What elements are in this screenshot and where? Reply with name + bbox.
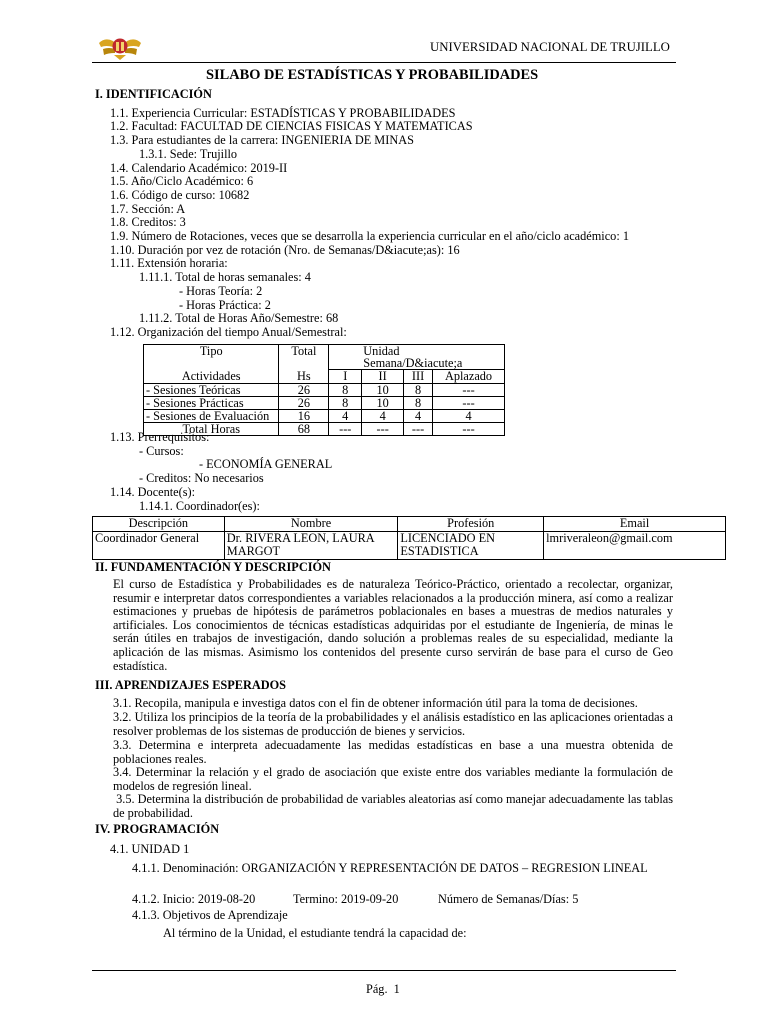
table-cell: 26 [279,396,329,409]
item-cursos: - Cursos: [139,444,184,458]
table-cell: 10 [362,383,404,396]
header-aplazado: Aplazado [433,370,505,383]
unidad-denominacion: 4.1.1. Denominación: ORGANIZACIÓN Y REPRESENTACIÓN DE DATOS – REGRESION LINEAL [132,861,648,875]
table-row [144,396,505,409]
aprendizaje-3-2: 3.2. Utiliza los principios de la teoría de la probabilidades y el análisis estadístico en las aplicaciones orientadas a resolver problemas de los sistemas de producción de bienes y servicios. [113,710,673,738]
organizacion-tiempo-table [143,344,505,436]
table-cell: 26 [279,383,329,396]
item-1-14-1: 1.14.1. Coordinador(es): [139,499,260,513]
item-1-11: 1.11. Extensión horaria: [110,256,228,270]
unidad-1: 4.1. UNIDAD 1 [110,842,190,856]
table-cell: - Sesiones de Evaluación [144,410,279,423]
aprendizaje-3-4: 3.4. Determinar la relación y el grado de asociación que existe entre dos variables mediante la formulación de modelos de regresión lineal. [113,765,673,793]
item-1-8: 1.8. Creditos: 3 [110,215,186,229]
table-row [144,410,505,423]
table-cell: 4 [362,410,404,423]
unidad-semanas: Número de Semanas/Días: 5 [438,892,579,906]
footer-divider [92,970,676,971]
document-title: SILABO DE ESTADÍSTICAS Y PROBABILIDADES [206,67,539,83]
unidad-al-termino: Al término de la Unidad, el estudiante tendrá la capacidad de: [163,926,467,940]
table-cell: --- [433,383,505,396]
table-header-row [144,345,505,370]
header-tipo: Tipo [144,345,279,370]
table-cell: 4 [404,410,433,423]
docente-table [92,516,726,560]
page-number: Pág. 1 [366,982,400,996]
aprendizaje-3-5: 3.5. Determina la distribución de probabilidad de variables aleatorias así como manejar adecuadamente las tablas de probabilidad. [113,792,677,820]
item-horas-teoria: - Horas Teoría: 2 [179,284,263,298]
item-horas-practica: - Horas Práctica: 2 [179,298,271,312]
cell-profesion: LICENCIADO EN ESTADISTICA [398,531,544,559]
university-name: UNIVERSIDAD NACIONAL DE TRUJILLO [430,40,670,54]
item-economia-general: - ECONOMÍA GENERAL [199,457,333,471]
table-cell: - Sesiones Prácticas [144,396,279,409]
header-divider [92,62,676,63]
table-row [144,383,505,396]
table-cell: 4 [329,410,362,423]
table-cell: 8 [329,383,362,396]
table-header-row [144,370,505,383]
header-unit-i: I [329,370,362,383]
table-cell: 8 [329,396,362,409]
cell-descripcion: Coordinador General [93,531,225,559]
table-cell: 8 [404,383,433,396]
table-cell: 4 [433,410,505,423]
item-1-4: 1.4. Calendario Académico: 2019-II [110,161,288,175]
header-actividades: Actividades [144,370,279,383]
header-email: Email [544,517,726,532]
item-1-2: 1.2. Facultad: FACULTAD DE CIENCIAS FISICAS Y MATEMATICAS [110,119,473,133]
item-1-10: 1.10. Duración por vez de rotación (Nro. de Semanas/D&iacute;as): 16 [110,243,460,257]
table-cell: 68 [279,423,329,436]
item-1-12: 1.12. Organización del tiempo Anual/Semestral: [110,325,347,339]
header-unidad: UnidadSemana/D&iacute;a [329,345,505,370]
unidad-objetivos: 4.1.3. Objetivos de Aprendizaje [132,908,288,922]
section-heading-aprendizajes: III. APRENDIZAJES ESPERADOS [95,678,286,692]
item-1-11-2: 1.11.2. Total de Horas Año/Semestre: 68 [139,311,339,325]
fundamentacion-paragraph: El curso de Estadística y Probabilidades es de naturaleza Teórico-Práctico, orientado a recolectar, organizar, resumir e interpretar datos correspondientes a variables relacionados a la producción minera, así como a realizar estimaciones y pruebas de hipótesis de parámetros poblacionales en bases a muestras de medios naturales y artificiales. Los conocimientos de técnicas estadísticas adquiridas por el estudiante de Ingeniería, de minas le serán útiles en trabajos de investigación, dando solución a problemas reales de su especialidad, mediante la aplicación de las mismas. Asimismo los contenidos del presente curso servirán de base para el curso de Geo estadística. [113,577,673,673]
header-unit-ii: II [362,370,404,383]
table-cell: 10 [362,396,404,409]
header-nombre: Nombre [224,517,398,532]
header-hs: Hs [279,370,329,383]
item-1-3: 1.3. Para estudiantes de la carrera: INGENIERIA DE MINAS [110,133,414,147]
header-descripcion: Descripción [93,517,225,532]
item-1-9: 1.9. Número de Rotaciones, veces que se desarrolla la experiencia curricular en el año/ciclo académico: 1 [110,229,629,243]
table-header-row [93,517,726,532]
item-1-3-1: 1.3.1. Sede: Trujillo [139,147,238,161]
cell-nombre: Dr. RIVERA LEON, LAURA MARGOT [224,531,398,559]
university-logo-icon [97,33,143,61]
item-1-5: 1.5. Año/Ciclo Académico: 6 [110,174,254,188]
table-cell: 8 [404,396,433,409]
section-heading-identificacion: I. IDENTIFICACIÓN [95,87,212,101]
item-1-14: 1.14. Docente(s): [110,485,196,499]
unidad-termino: Termino: 2019-09-20 [293,892,399,906]
header-total: Total [279,345,329,370]
table-cell: --- [433,423,505,436]
table-cell: 16 [279,410,329,423]
section-heading-fundamentacion: II. FUNDAMENTACIÓN Y DESCRIPCIÓN [95,560,331,574]
table-cell: --- [404,423,433,436]
table-cell: --- [362,423,404,436]
item-1-1: 1.1. Experiencia Curricular: ESTADÍSTICAS Y PROBABILIDADES [110,106,456,120]
table-cell: --- [433,396,505,409]
unidad-inicio: 4.1.2. Inicio: 2019-08-20 [132,892,256,906]
header-unit-iii: III [404,370,433,383]
cell-email: lmriveraleon@gmail.com [544,531,726,559]
section-heading-programacion: IV. PROGRAMACIÓN [95,822,220,836]
item-1-13: 1.13. Prerrequisitos: [110,430,210,444]
aprendizaje-3-1: 3.1. Recopila, manipula e investiga datos con el fin de obtener información útil para la toma de decisiones. [113,696,638,710]
table-row [93,531,726,559]
table-cell: - Sesiones Teóricas [144,383,279,396]
item-1-11-1: 1.11.1. Total de horas semanales: 4 [139,270,311,284]
table-cell: Total Horas [144,423,279,436]
item-1-7: 1.7. Sección: A [110,202,186,216]
item-creditos: - Creditos: No necesarios [139,471,264,485]
table-cell: --- [329,423,362,436]
aprendizaje-3-3: 3.3. Determina e interpreta adecuadamente las medidas estadísticas en base a una muestra obtenida de poblaciones reales. [113,738,673,766]
item-1-6: 1.6. Código de curso: 10682 [110,188,250,202]
header-profesion: Profesión [398,517,544,532]
